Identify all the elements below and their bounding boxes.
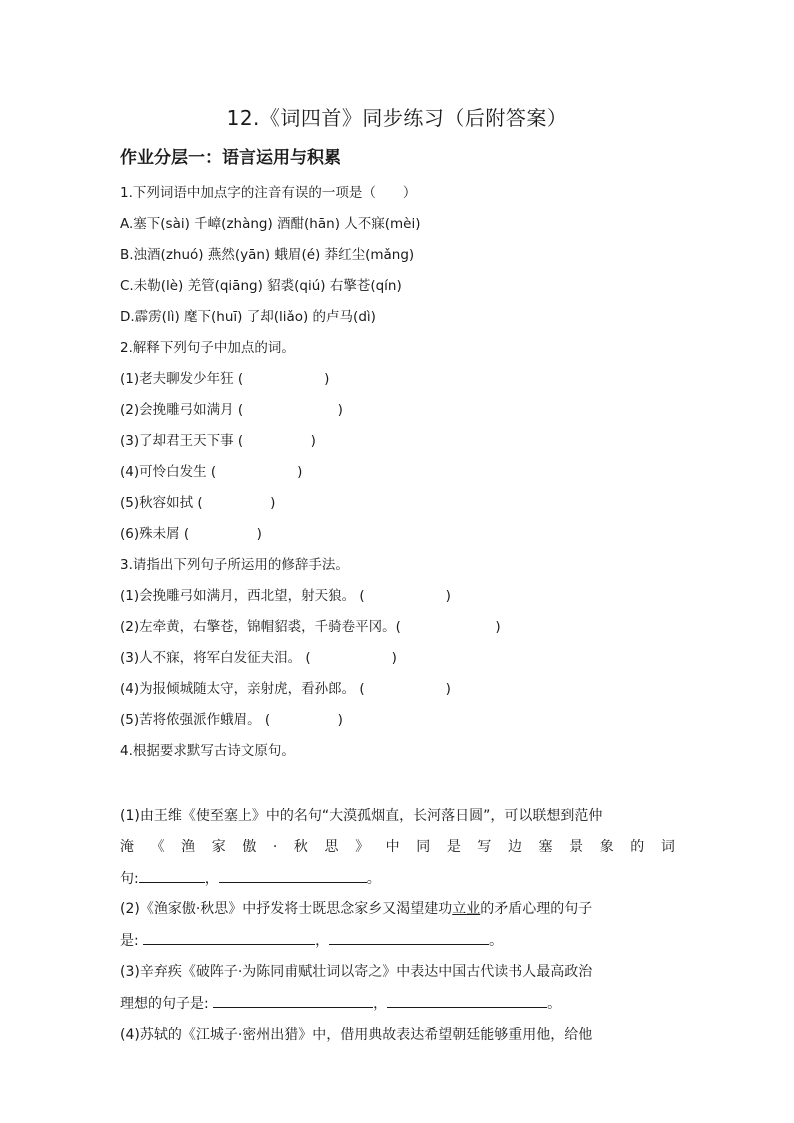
q2-item-6: (6)殊未屑 ( ) [120,526,262,542]
q4-1-char: 家 [211,839,226,855]
q4-item-1 [120,806,675,899]
q4-2-text: (2)《渔家傲·秋思》中抒发将士既思念家乡又渴望建功 [120,901,453,917]
q2-item-2: (2)会挽雕弓如满月 ( ) [120,402,343,418]
q3-item-5: (5)苦将侬强派作蛾眉。 ( ) [120,712,343,728]
answer-prefix: 句: [120,871,139,887]
answer-blank[interactable] [387,993,547,1008]
answer-blank[interactable] [219,868,367,883]
q4-1-char: 是 [446,839,461,855]
q2-item-3: (3)了却君王天下事 ( ) [120,433,316,449]
q4-1-line-1: (1)由王维《使至塞上》中的名句“大漠孤烟直，长河落日圆”，可以联想到范仲 [120,808,603,824]
q4-2-underlined: 立业 [452,901,481,917]
q4-stem: 4.根据要求默写古诗文原句。 [120,743,295,759]
q4-1-char: 景 [569,839,584,855]
q4-1-char: 同 [416,839,431,855]
q4-1-char: 的 [630,839,645,855]
q3-item-4: (4)为报倾城随太守，亲射虎，看孙郎。 ( ) [120,681,451,697]
q4-1-char: 塞 [538,839,553,855]
answer-blank[interactable] [139,868,205,883]
q4-1-char: 边 [507,839,522,855]
q1-option-d: D.霹雳(lì) 麾下(huī) 了却(liǎo) 的卢马(dì) [120,309,376,325]
answer-blank[interactable] [143,930,315,945]
q1-option-a: A.塞下(sài) 千嶂(zhàng) 酒酣(hān) 人不寐(mèi) [120,216,421,232]
period: 。 [489,933,504,949]
q1-option-b: B.浊酒(zhuó) 燕然(yān) 蛾眉(é) 莽红尘(mǎng) [120,247,415,263]
q4-item-2 [120,899,675,961]
q4-4-line-1: (4)苏轼的《江城子·密州出猎》中，借用典故表达希望朝廷能够重用他，给他 [120,1027,593,1043]
answer-prefix: 理想的句子是: [120,996,209,1012]
q3-item-3: (3)人不寐，将军白发征夫泪。 ( ) [120,650,397,666]
q2-stem: 2.解释下列句子中加点的词。 [120,340,295,356]
q4-2-line-1 [120,899,675,930]
q3-stem: 3.请指出下列句子所运用的修辞手法。 [120,557,349,573]
q4-1-char: 写 [477,839,492,855]
q2-item-5: (5)秋容如拭 ( ) [120,495,276,511]
q4-3-line-2 [120,993,675,1024]
q4-1-char: 渔 [181,839,196,855]
q4-item-3 [120,962,675,1024]
page-title: 12.《词四首》同步练习（后附答案） [226,106,568,130]
comma: ， [204,871,219,887]
period: 。 [366,871,381,887]
q4-1-char: 淹 [120,839,134,855]
comma: ， [315,933,330,949]
q4-2-line-2 [120,930,675,961]
q4-2-text-end: 的矛盾心理的句子 [480,901,593,917]
q4-3-line-1: (3)辛弃疾《破阵子·为陈同甫赋壮词以寄之》中表达中国古代读书人最高政治 [120,964,593,980]
q3-item-2: (2)左牵黄，右擎苍，锦帽貂裘，千骑卷平冈。( ) [120,619,501,635]
answer-prefix: 是: [120,933,139,949]
section-heading: 作业分层一：语言运用与积累 [120,148,341,168]
question-list [120,183,675,772]
q4-1-char: 思 [324,839,339,855]
answer-blank[interactable] [213,993,373,1008]
period: 。 [547,996,562,1012]
q4-1-char: 词 [660,839,675,855]
q4-item-4 [120,1025,675,1056]
q1-option-c: C.未勒(lè) 羌管(qiāng) 貂裘(qiú) 右擎苍(qín) [120,278,402,294]
q4-1-line-2 [120,837,675,868]
answer-blank[interactable] [329,930,489,945]
q4-1-line-3 [120,868,675,899]
q4-1-char: 中 [385,839,400,855]
q4-1-char: 《 [150,839,165,855]
q4-1-char: 傲 [242,839,257,855]
q1-stem: 1.下列词语中加点字的注音有误的一项是（ ） [120,185,417,201]
comma: ， [373,996,388,1012]
q4-1-char: 象 [599,839,614,855]
q4-1-char: · [272,839,278,855]
q3-item-1: (1)会挽雕弓如满月，西北望，射天狼。 ( ) [120,588,451,604]
q2-item-1: (1)老夫聊发少年狂 ( ) [120,371,330,387]
q4-1-char: 》 [355,839,370,855]
q2-item-4: (4)可怜白发生 ( ) [120,464,303,480]
q4-1-char: 秋 [293,839,308,855]
